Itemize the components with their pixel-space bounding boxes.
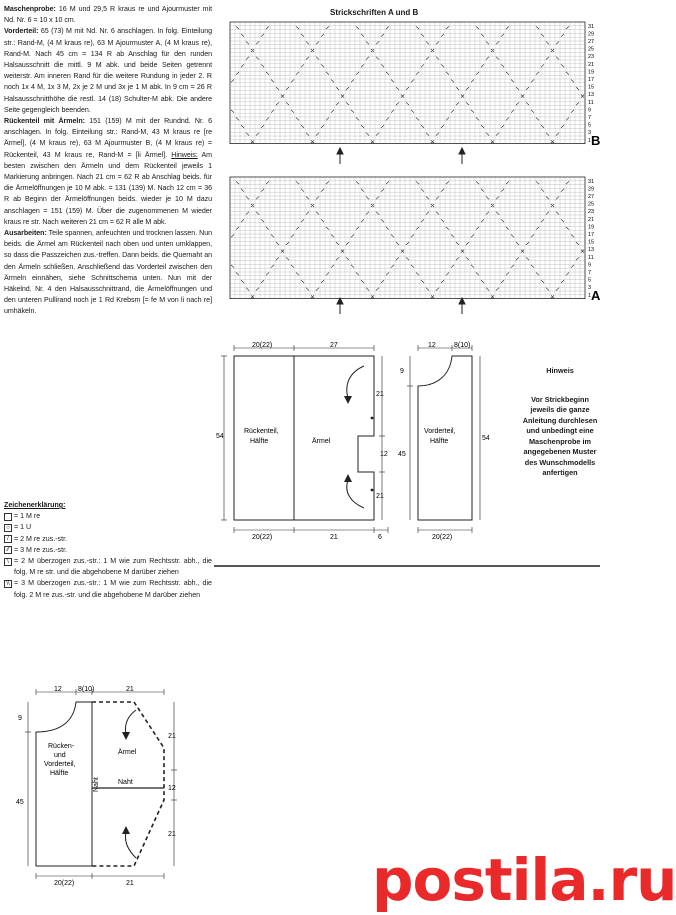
- chart-row-number: 19: [588, 224, 595, 231]
- chart-row-number: 17: [588, 77, 595, 83]
- assembly-bottom-right: 21: [126, 880, 134, 887]
- maschenprobe-text: 16 M und 29,5 R kraus re und Ajourmuster mit Nd. Nr. 6 = 10 x 10 cm.: [4, 5, 212, 25]
- chart-row-number: 21: [588, 61, 595, 68]
- postila-watermark: [372, 846, 676, 914]
- chart-row-number: 3: [588, 285, 592, 292]
- back-bottom-left-dim: 20(22): [252, 534, 273, 541]
- assembly-label-2: und: [54, 752, 66, 759]
- vorderteil-paragraph: [4, 26, 212, 116]
- skp-symbol-icon: \: [4, 558, 12, 566]
- rueckenteil-label: Rückenteil mit Ärmeln:: [4, 117, 85, 126]
- chart-a-arrows: [337, 298, 465, 314]
- note-title: Hinweis: [546, 366, 574, 375]
- watermark-dot: .: [587, 846, 609, 914]
- section-divider: [214, 565, 600, 567]
- watermark-brand: postila: [372, 846, 588, 914]
- ausarbeiten-label: Ausarbeiten:: [4, 229, 47, 238]
- chart-row-number: 3: [588, 130, 592, 137]
- back-side-dim: 54: [216, 433, 224, 440]
- fold-arrow-icon: [344, 366, 364, 508]
- back-dimension-lines: [221, 345, 388, 533]
- back-right-21-bottom: 21: [376, 493, 384, 500]
- assembly-label-3: Vorderteil,: [44, 761, 76, 768]
- chart-b-grid: [230, 22, 585, 144]
- legend-text: = 3 M überzogen zus.-str.: 1 M wie zum Rechtsstr. abh., die folg. 2 M re zus.-str. und die abgehobene M darüber ziehen: [14, 579, 212, 599]
- front-side-45: 45: [398, 451, 406, 458]
- chart-b-label: B: [591, 133, 601, 148]
- chart-row-number: 23: [588, 209, 595, 216]
- knitting-charts: [224, 22, 600, 312]
- legend: [4, 500, 212, 601]
- chart-row-number: 15: [588, 239, 595, 246]
- assembly-dimension-lines: [25, 689, 177, 879]
- chart-b-row-numbers: [588, 24, 594, 144]
- chart-row-number: 13: [588, 92, 595, 99]
- chart-row-number: 9: [588, 262, 592, 269]
- chart-row-number: 31: [588, 178, 595, 185]
- legend-title: Zeichenerklärung:: [4, 501, 66, 509]
- chart-row-number: 21: [588, 216, 595, 223]
- legend-text: = 2 M re zus.-str.: [14, 534, 68, 543]
- assembly-right-21-top: 21: [168, 733, 176, 740]
- maschenprobe-label: Maschenprobe:: [4, 5, 56, 13]
- assembly-body-outline: [36, 702, 92, 866]
- marker-dot: [371, 417, 374, 420]
- back-right-21-top: 21: [376, 391, 384, 398]
- chart-row-number: 13: [588, 247, 595, 254]
- chart-row-number: 1: [588, 292, 592, 299]
- note-text: Vor Strickbeginn jeweils die ganze Anleitung durchlesen und unbedingt eine Maschenprobe im angegebenen Muster des Wunschmodells anfertigen: [522, 394, 598, 477]
- rueckenteil-text-2: Am besten zwischen den Ärmeln und dem Rückenteil jeweils 1 Markierung anbringen. Nach 21 cm = 62 R ab Anschlag beids. für die Ärmelöffnungen je 10 M abk. = 131 (139) M. Nach 12 cm = 36 R ab Beginn der Ärmelöffnungen beids. wieder je 10 M dazu anschlagen = 151 (159) M. Über die zugenommenen M wieder kraus re str. Nach weiteren 21 cm = 62 R alle M abk.: [4, 150, 213, 226]
- vorderteil-label: Vorderteil:: [4, 27, 39, 36]
- back-right-12: 12: [380, 451, 388, 458]
- naht-horizontal: Naht: [118, 779, 133, 786]
- assembly-label-1: Rücken-: [48, 743, 75, 750]
- hinweis-note: [522, 366, 598, 479]
- charts-title: Strickschriften A und B: [330, 8, 419, 17]
- k2tog-symbol-icon: /: [4, 535, 12, 543]
- chart-row-number: 15: [588, 84, 595, 91]
- chart-row-number: 19: [588, 69, 595, 76]
- back-bottom-right-dim: 6: [378, 534, 382, 541]
- legend-item: [4, 522, 212, 533]
- assembly-top-mid: 8(10): [78, 686, 95, 693]
- legend-item: [4, 578, 212, 600]
- chart-row-number: 1: [588, 137, 592, 144]
- chart-row-number: 11: [588, 254, 594, 261]
- assembly-label-4: Hälfte: [50, 770, 69, 777]
- legend-text: = 1 M re: [14, 512, 41, 521]
- hinweis-word: Hinweis:: [171, 150, 198, 159]
- rueckenteil-text-1: 151 (159) M mit der Rundnd. Nr. 6 anschlagen. In folg. Einteilung str.: Rand-M, 43 M kraus re [re Ärmel], (4 M kraus re), 63 M Ajourmuster B, (4 M kraus re) = Rückenteil, 43 M kraus re, Rand-M = [li Ärmel].: [4, 117, 212, 159]
- assembly-right-12: 12: [168, 785, 176, 792]
- schema-top: [214, 340, 514, 550]
- sk2p-symbol-icon: \\: [4, 580, 12, 588]
- chart-a-grid: [230, 177, 585, 299]
- legend-item: [4, 511, 212, 522]
- chart-row-number: 7: [588, 115, 592, 121]
- chart-b-arrows: [337, 148, 465, 164]
- legend-text: = 2 M überzogen zus.-str.: 1 M wie zum Rechtsstr. abh., die folg. M re str. und die abgehobene M darüber ziehen: [14, 557, 212, 577]
- sleeve-label: Ärmel: [312, 438, 331, 445]
- chart-row-number: 29: [588, 31, 595, 38]
- assembly-top-right: 21: [126, 686, 134, 693]
- assembly-neck-depth: 9: [18, 715, 22, 722]
- front-top-right-dim: 8(10): [454, 342, 471, 349]
- chart-row-number: 29: [588, 186, 595, 193]
- naht-vertical: Naht: [93, 777, 100, 792]
- assembly-right-21-bottom: 21: [168, 831, 176, 838]
- k3tog-symbol-icon: ∕∕: [4, 546, 12, 554]
- rueckenteil-paragraph: [4, 116, 212, 228]
- schema-bottom: [14, 680, 214, 892]
- chart-row-number: 5: [588, 277, 592, 284]
- instructions: [4, 4, 212, 318]
- legend-text: = 3 M re zus.-str.: [14, 545, 68, 554]
- chart-row-number: 17: [588, 232, 595, 238]
- chart-row-number: 27: [588, 39, 595, 45]
- assembly-side: 45: [16, 799, 24, 806]
- back-label-1: Rückenteil,: [244, 428, 279, 435]
- front-top-left-dim: 12: [428, 342, 436, 349]
- chart-row-number: 23: [588, 54, 595, 61]
- chart-row-number: 5: [588, 122, 592, 129]
- front-side-54: 54: [482, 435, 490, 442]
- front-neck-depth: 9: [400, 368, 404, 375]
- ausarbeiten-paragraph: [4, 228, 212, 318]
- yarn-over-symbol-icon: ○: [4, 524, 12, 532]
- legend-item: [4, 534, 212, 545]
- legend-text: = 1 U: [14, 523, 32, 532]
- chart-row-number: 27: [588, 194, 595, 200]
- front-label-1: Vorderteil,: [424, 428, 456, 435]
- watermark-tld: ru: [608, 846, 676, 914]
- chart-row-number: 25: [588, 46, 595, 53]
- chart-row-number: 25: [588, 201, 595, 208]
- front-bottom-dim: 20(22): [432, 534, 453, 541]
- chart-row-number: 31: [588, 23, 595, 30]
- chart-row-number: 9: [588, 107, 592, 114]
- back-top-right-dim: 27: [330, 342, 338, 349]
- back-top-left-dim: 20(22): [252, 342, 273, 349]
- chart-row-number: 7: [588, 270, 592, 276]
- chart-row-number: 11: [588, 99, 594, 106]
- front-label-2: Hälfte: [430, 438, 449, 445]
- chart-a-row-numbers: [588, 179, 594, 299]
- marker-dot: [371, 489, 374, 492]
- knit-stitch-symbol-icon: [4, 513, 12, 521]
- back-label-2: Hälfte: [250, 438, 269, 445]
- maschenprobe-paragraph: [4, 4, 212, 26]
- assembly-sleeve-label: Ärmel: [118, 749, 137, 756]
- vorderteil-text: 65 (73) M mit Nd. Nr. 6 anschlagen. In folg. Einteilung str.: Rand-M, (4 M kraus re), 63 M Ajourmuster A, (4 M kraus re), Rand-M. Nach 45 cm = 134 R ab Anschlag für den runden Halsausschnitt die mittl. 9 M abk. und beide Seiten getrennt weiterstr. Am inneren Rand für die weitere Rundung in jeder 2. R noch 1x 4 M, 1x 3 M, 2x je 2 M und 3x je 1 M abk. In 9 cm = 26 R Halsausschnitthöhe die restl. 14 (18) Schulter-M abk. Die andere Seite gegengleich beenden.: [4, 27, 213, 114]
- chart-a-label: A: [591, 288, 601, 303]
- legend-item: [4, 556, 212, 578]
- ausarbeiten-text: Teile spannen, anfeuchten und trocknen lassen. Nun beids. die Ärmel am Rückenteil nach oben und unten umklappen, so dass die Passzeichen zus.-treffen. Dann beids. die Quernaht an den Ärmeln schließen. Anschließend das Vorderteil zwischen den Ärmeln einnähen, siehe Schnittschema unten. Nun mit der Häkelnd. Nr. 4 den Halsausschnittrand, die Ärmelöffnungen und den unteren Pullirand noch je 1 Rd Krebsm [= fe M von li nach re] umhäkeln.: [4, 229, 213, 316]
- assembly-top-left: 12: [54, 686, 62, 693]
- assembly-bottom-left: 20(22): [54, 880, 75, 887]
- back-bottom-mid-dim: 21: [330, 534, 338, 541]
- legend-item: [4, 545, 212, 556]
